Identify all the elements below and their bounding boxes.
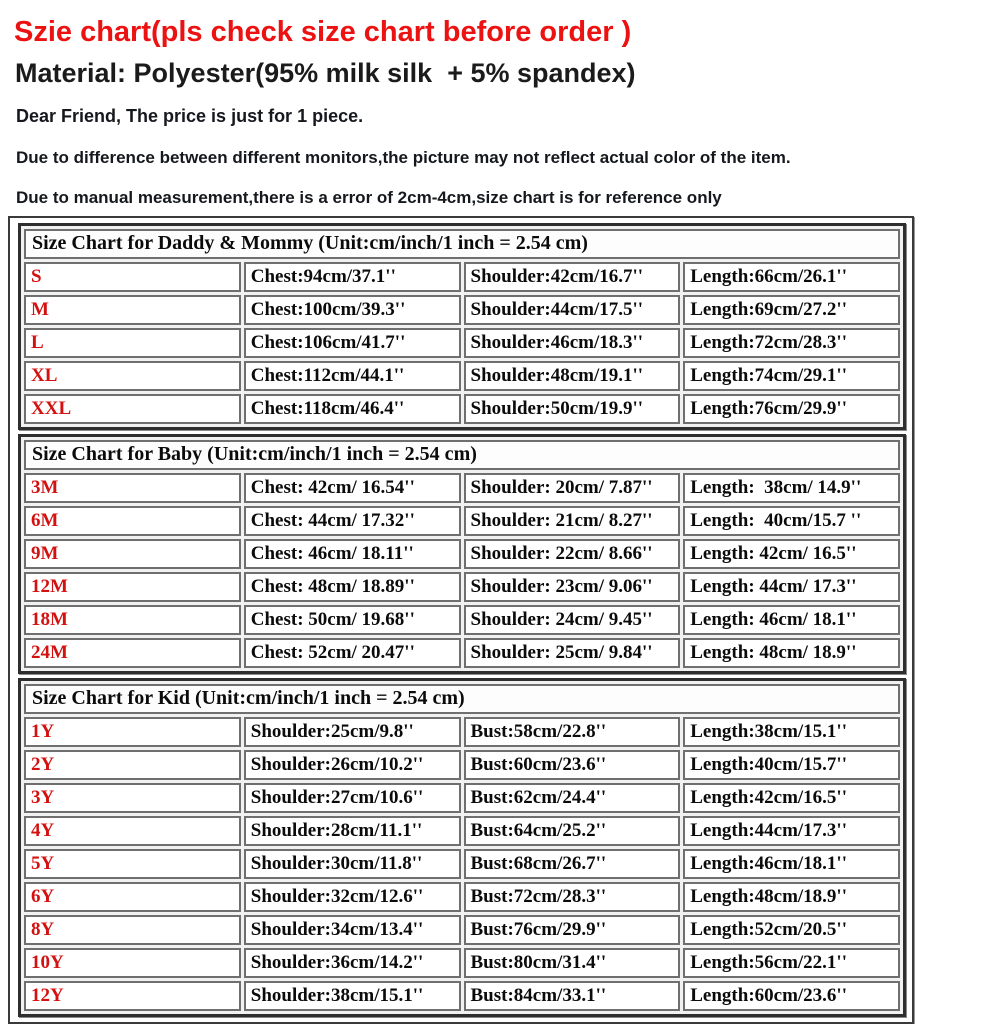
measurement-cell: Chest:100cm/39.3'' [244,295,461,325]
measurement-cell: Shoulder: 23cm/ 9.06'' [464,572,681,602]
measurement-cell: Length: 42cm/ 16.5'' [683,539,900,569]
table-row [24,328,900,358]
table-row [24,849,900,879]
measurement-cell: Bust:76cm/29.9'' [464,915,681,945]
size-label-cell: 10Y [24,948,241,978]
measurement-cell: Shoulder:44cm/17.5'' [464,295,681,325]
size-chart-page [0,16,1000,1016]
size-label-cell: XL [24,361,241,391]
size-chart-heading: Szie chart(pls check size chart before order ) [14,16,632,48]
measurement-cell: Shoulder: 20cm/ 7.87'' [464,473,681,503]
table-row [24,882,900,912]
table-title-adult: Size Chart for Daddy & Mommy (Unit:cm/inch/1 inch = 2.54 cm) [24,229,900,259]
measurement-cell: Length:56cm/22.1'' [683,948,900,978]
measurement-cell: Shoulder: 24cm/ 9.45'' [464,605,681,635]
table-row [24,361,900,391]
size-label-cell: 2Y [24,750,241,780]
table-title-row [24,684,900,714]
size-table-kid [18,678,906,1017]
measurement-cell: Bust:62cm/24.4'' [464,783,681,813]
measurement-cell: Chest:106cm/41.7'' [244,328,461,358]
measurement-cell: Length:76cm/29.9'' [683,394,900,424]
table-body-kid [24,717,900,1011]
size-label-cell: 8Y [24,915,241,945]
measurement-cell: Length:40cm/15.7'' [683,750,900,780]
table-row [24,262,900,292]
table-row [24,394,900,424]
measurement-cell: Shoulder: 25cm/ 9.84'' [464,638,681,668]
note-price: Dear Friend, The price is just for 1 piece. [16,106,364,126]
measurement-cell: Shoulder:25cm/9.8'' [244,717,461,747]
measurement-cell: Length:52cm/20.5'' [683,915,900,945]
measurement-cell: Chest:112cm/44.1'' [244,361,461,391]
table-row [24,638,900,668]
table-row [24,473,900,503]
measurement-cell: Chest: 48cm/ 18.89'' [244,572,461,602]
measurement-cell: Chest: 50cm/ 19.68'' [244,605,461,635]
size-label-cell: 5Y [24,849,241,879]
measurement-cell: Chest:118cm/46.4'' [244,394,461,424]
table-title-baby: Size Chart for Baby (Unit:cm/inch/1 inch = 2.54 cm) [24,440,900,470]
measurement-cell: Shoulder:26cm/10.2'' [244,750,461,780]
measurement-cell: Length:60cm/23.6'' [683,981,900,1011]
size-label-cell: 3M [24,473,241,503]
measurement-cell: Bust:64cm/25.2'' [464,816,681,846]
measurement-cell: Length:66cm/26.1'' [683,262,900,292]
measurement-cell: Shoulder:48cm/19.1'' [464,361,681,391]
table-row [24,506,900,536]
measurement-cell: Length:38cm/15.1'' [683,717,900,747]
measurement-cell: Length: 46cm/ 18.1'' [683,605,900,635]
measurement-cell: Chest: 42cm/ 16.54'' [244,473,461,503]
measurement-cell: Shoulder:50cm/19.9'' [464,394,681,424]
measurement-cell: Chest: 46cm/ 18.11'' [244,539,461,569]
measurement-cell: Bust:72cm/28.3'' [464,882,681,912]
table-title-kid: Size Chart for Kid (Unit:cm/inch/1 inch = 2.54 cm) [24,684,900,714]
measurement-cell: Length:42cm/16.5'' [683,783,900,813]
measurement-cell: Shoulder:46cm/18.3'' [464,328,681,358]
table-title-row [24,229,900,259]
size-label-cell: 3Y [24,783,241,813]
measurement-cell: Shoulder:38cm/15.1'' [244,981,461,1011]
note-measurement: Due to manual measurement,there is a error of 2cm-4cm,size chart is for reference only [16,188,722,207]
measurement-cell: Chest: 52cm/ 20.47'' [244,638,461,668]
measurement-cell: Length: 48cm/ 18.9'' [683,638,900,668]
table-row [24,539,900,569]
table-header [24,684,900,714]
measurement-cell: Length: 40cm/15.7 '' [683,506,900,536]
size-label-cell: 24M [24,638,241,668]
size-table-baby [18,434,906,674]
size-label-cell: 6M [24,506,241,536]
measurement-cell: Length:69cm/27.2'' [683,295,900,325]
size-label-cell: L [24,328,241,358]
measurement-cell: Shoulder: 22cm/ 8.66'' [464,539,681,569]
table-row [24,605,900,635]
measurement-cell: Length:44cm/17.3'' [683,816,900,846]
table-row [24,717,900,747]
size-label-cell: 12M [24,572,241,602]
table-body-adult [24,262,900,424]
table-row [24,783,900,813]
size-label-cell: 4Y [24,816,241,846]
measurement-cell: Bust:84cm/33.1'' [464,981,681,1011]
size-table-adult [18,223,906,430]
table-title-row [24,440,900,470]
size-tables-container [8,216,914,1024]
measurement-cell: Bust:60cm/23.6'' [464,750,681,780]
table-row [24,948,900,978]
measurement-cell: Bust:58cm/22.8'' [464,717,681,747]
measurement-cell: Chest: 44cm/ 17.32'' [244,506,461,536]
size-label-cell: 12Y [24,981,241,1011]
size-label-cell: 9M [24,539,241,569]
size-label-cell: M [24,295,241,325]
measurement-cell: Bust:68cm/26.7'' [464,849,681,879]
measurement-cell: Shoulder:30cm/11.8'' [244,849,461,879]
material-heading: Material: Polyester(95% milk silk + 5% spandex) [15,58,636,88]
note-monitor: Due to difference between different monitors,the picture may not reflect actual color of the item. [16,148,791,167]
table-row [24,295,900,325]
measurement-cell: Shoulder: 21cm/ 8.27'' [464,506,681,536]
table-row [24,981,900,1011]
table-header [24,229,900,259]
table-body-baby [24,473,900,668]
measurement-cell: Length:46cm/18.1'' [683,849,900,879]
measurement-cell: Length:48cm/18.9'' [683,882,900,912]
table-row [24,750,900,780]
table-row [24,915,900,945]
measurement-cell: Shoulder:36cm/14.2'' [244,948,461,978]
table-row [24,572,900,602]
measurement-cell: Shoulder:28cm/11.1'' [244,816,461,846]
size-label-cell: S [24,262,241,292]
measurement-cell: Length: 38cm/ 14.9'' [683,473,900,503]
size-label-cell: 18M [24,605,241,635]
size-label-cell: XXL [24,394,241,424]
measurement-cell: Shoulder:42cm/16.7'' [464,262,681,292]
size-label-cell: 6Y [24,882,241,912]
measurement-cell: Shoulder:34cm/13.4'' [244,915,461,945]
measurement-cell: Chest:94cm/37.1'' [244,262,461,292]
measurement-cell: Length:72cm/28.3'' [683,328,900,358]
table-row [24,816,900,846]
measurement-cell: Shoulder:27cm/10.6'' [244,783,461,813]
measurement-cell: Length: 44cm/ 17.3'' [683,572,900,602]
table-header [24,440,900,470]
measurement-cell: Length:74cm/29.1'' [683,361,900,391]
measurement-cell: Shoulder:32cm/12.6'' [244,882,461,912]
size-label-cell: 1Y [24,717,241,747]
measurement-cell: Bust:80cm/31.4'' [464,948,681,978]
